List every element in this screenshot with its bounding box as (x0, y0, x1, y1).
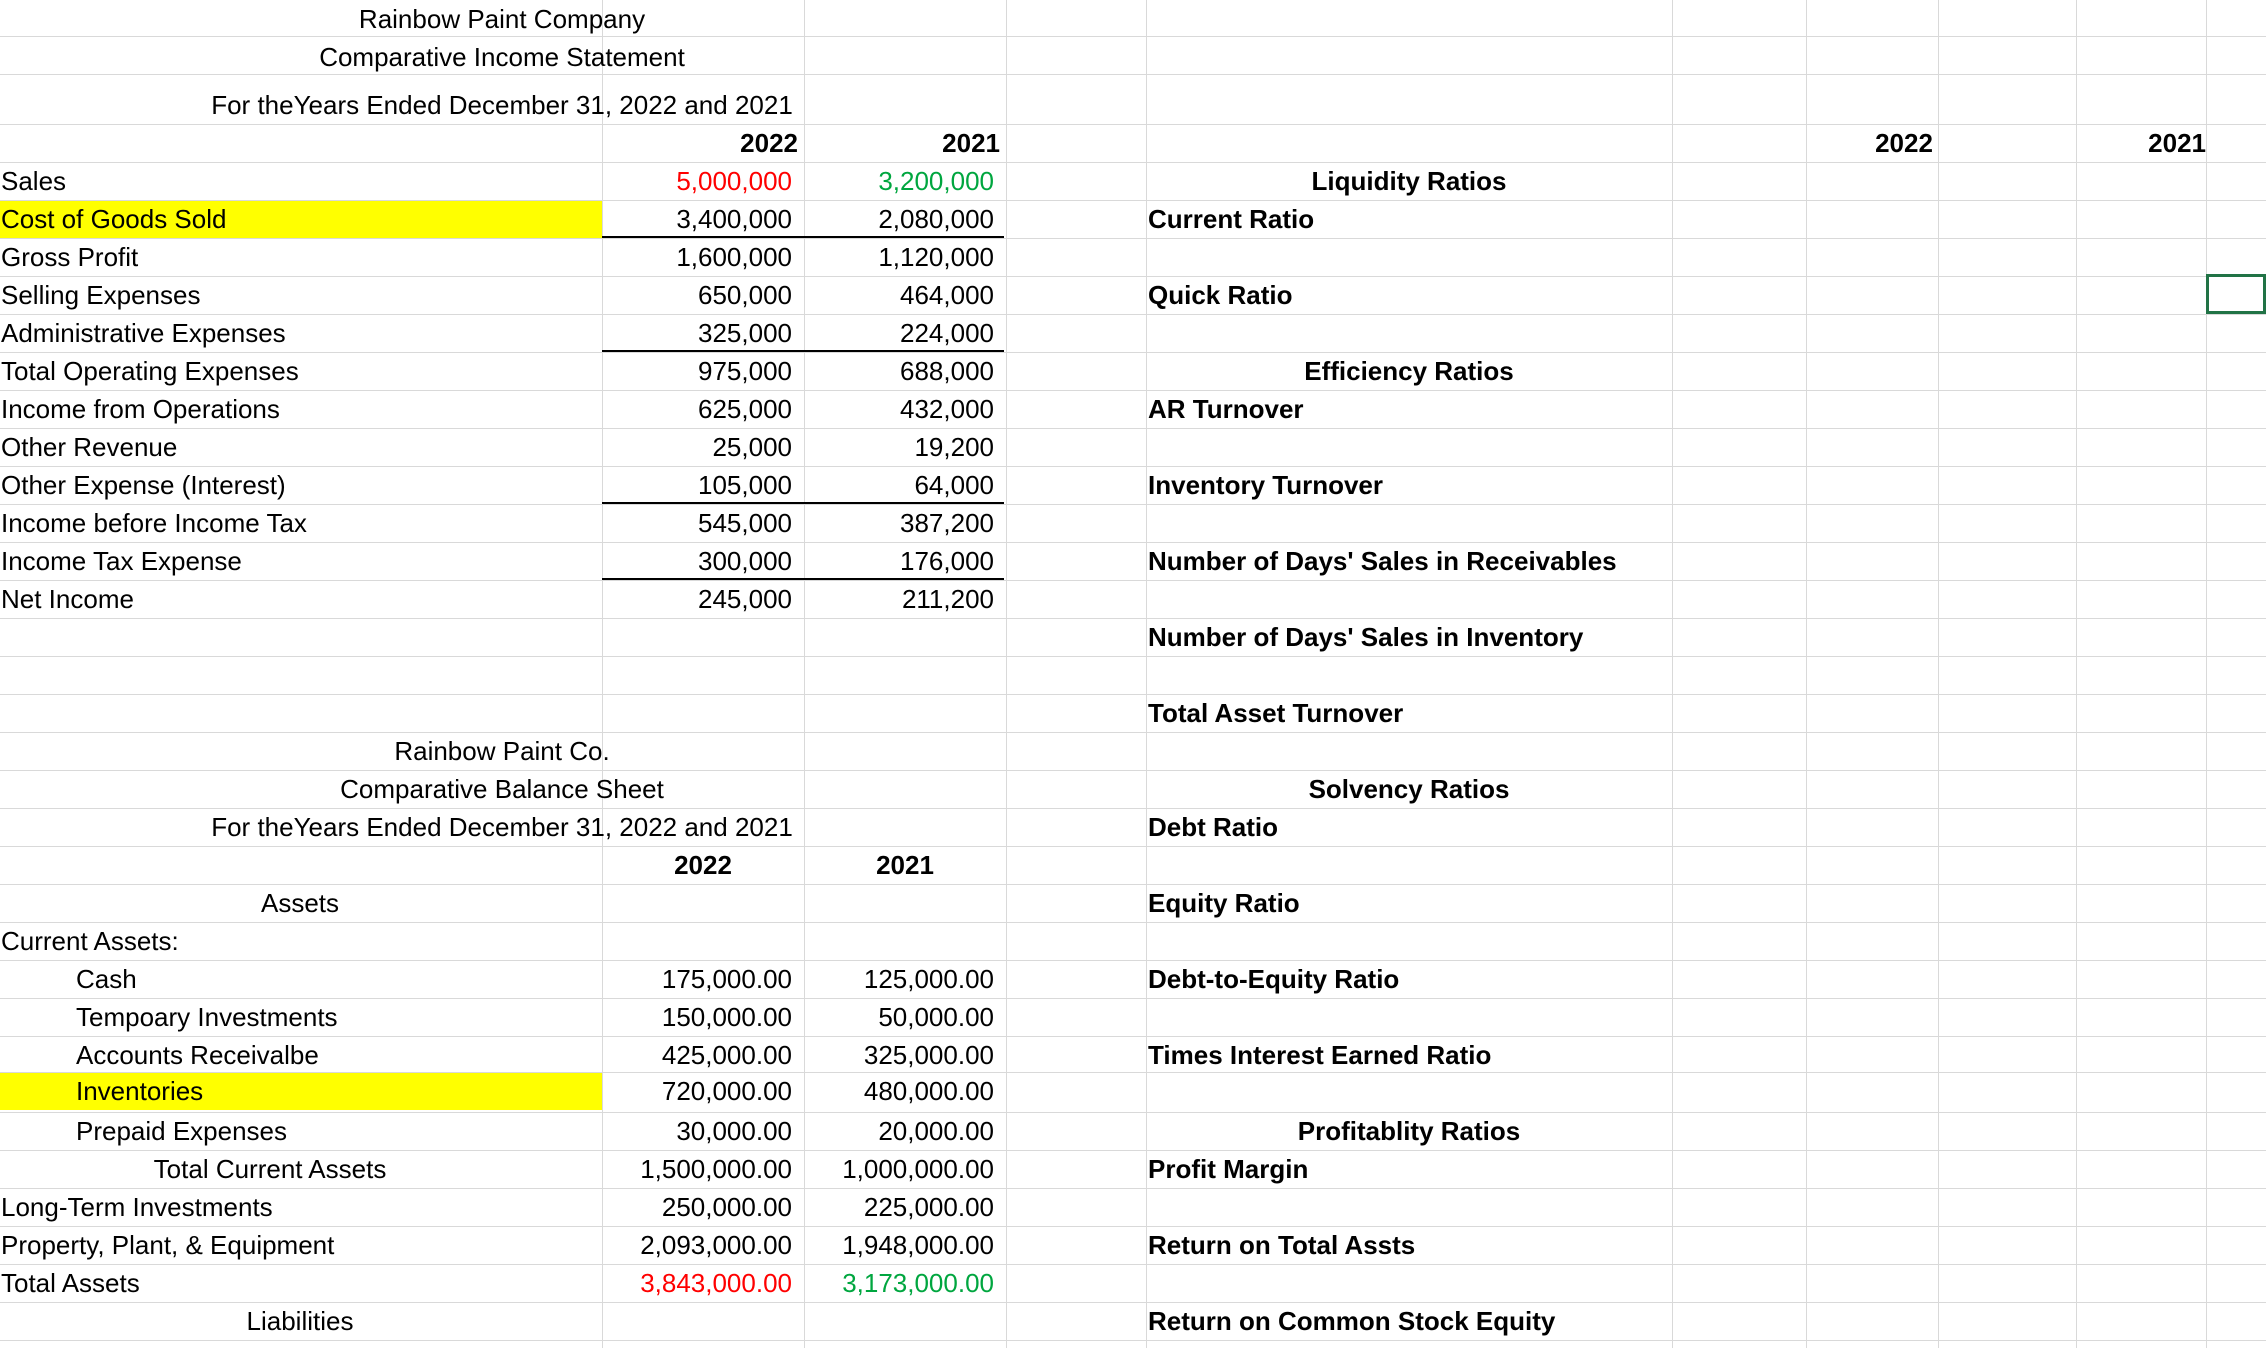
income-row-label: Other Revenue (1, 432, 178, 462)
row-gridline (0, 618, 2266, 619)
income-row-label: Net Income (1, 584, 134, 614)
balance-row-label: Accounts Receivalbe (76, 1040, 319, 1070)
income-row-2022: 5,000,000 (676, 166, 792, 196)
income-row-2022: 975,000 (698, 356, 792, 386)
balance-row-2021: 225,000.00 (863, 1192, 994, 1222)
days-inventory-label: Number of Days' Sales in Inventory (1148, 622, 1584, 652)
balance-row-label: Cash (76, 964, 137, 994)
income-title: Comparative Income Statement (319, 42, 685, 72)
income-row-label: Income Tax Expense (1, 546, 242, 576)
income-row-2021: 688,000 (900, 356, 994, 386)
profit-margin-label: Profit Margin (1148, 1154, 1309, 1184)
column-gridline (1006, 0, 1007, 1348)
liabilities-heading: Liabilities (246, 1306, 354, 1336)
profitability-ratios-heading: Profitablity Ratios (1297, 1116, 1521, 1146)
column-gridline (1806, 0, 1807, 1348)
column-gridline (1672, 0, 1673, 1348)
income-row-2021: 19,200 (914, 432, 994, 462)
income-row-2021: 2,080,000 (878, 204, 994, 234)
equity-ratio-label: Equity Ratio (1148, 888, 1300, 918)
income-row-2021: 211,200 (901, 584, 994, 614)
income-row-label: Gross Profit (1, 242, 139, 272)
balance-row-2022: 1,500,000.00 (640, 1154, 792, 1184)
balance-row-label: Property, Plant, & Equipment (1, 1230, 335, 1260)
row-gridline (0, 846, 2266, 847)
balance-period: For theYears Ended December 31, 2022 and 2021 (211, 812, 793, 842)
debt-to-equity-label: Debt-to-Equity Ratio (1148, 964, 1400, 994)
liquidity-ratios-heading: Liquidity Ratios (1311, 166, 1507, 196)
ratio-year-2022: 2022 (1875, 128, 1933, 158)
income-row-2022: 545,000 (698, 508, 792, 538)
balance-row-2022: 175,000.00 (661, 964, 792, 994)
balance-row-2021: 3,173,000.00 (842, 1268, 994, 1298)
current-assets-heading: Current Assets: (1, 926, 179, 956)
balance-row-2022: 720,000.00 (661, 1076, 792, 1106)
balance-row-2021: 20,000.00 (878, 1116, 994, 1146)
efficiency-ratios-heading: Efficiency Ratios (1304, 356, 1514, 386)
income-row-label: Total Operating Expenses (1, 356, 299, 386)
income-row-2021: 176,000 (900, 546, 994, 576)
assets-heading: Assets (260, 888, 340, 918)
balance-row-2022: 425,000.00 (661, 1040, 792, 1070)
income-row-2021: 3,200,000 (878, 166, 994, 196)
balance-row-2022: 150,000.00 (661, 1002, 792, 1032)
ar-turnover-label: AR Turnover (1148, 394, 1304, 424)
solvency-ratios-heading: Solvency Ratios (1308, 774, 1510, 804)
income-company: Rainbow Paint Company (358, 4, 646, 34)
income-row-2021: 64,000 (914, 470, 994, 500)
income-row-2021: 432,000 (900, 394, 994, 424)
balance-row-label: Total Assets (1, 1268, 140, 1298)
balance-row-2021: 1,948,000.00 (842, 1230, 994, 1260)
balance-company: Rainbow Paint Co. (394, 736, 610, 766)
active-cell-selection[interactable] (2206, 274, 2266, 314)
income-row-2021: 464,000 (900, 280, 994, 310)
balance-row-2022: 3,843,000.00 (640, 1268, 792, 1298)
income-row-2022: 25,000 (712, 432, 792, 462)
quick-ratio-label: Quick Ratio (1148, 280, 1293, 310)
balance-row-label: Tempoary Investments (76, 1002, 338, 1032)
income-row-label: Income from Operations (1, 394, 280, 424)
balance-year-2021: 2021 (876, 850, 934, 880)
inventory-turnover-label: Inventory Turnover (1148, 470, 1384, 500)
income-row-2021: 387,200 (900, 508, 994, 538)
return-total-assets-label: Return on Total Assts (1148, 1230, 1416, 1260)
income-row-2022: 1,600,000 (676, 242, 792, 272)
income-row-2022: 625,000 (698, 394, 792, 424)
ratio-year-2021: 2021 (2148, 128, 2206, 158)
balance-row-2021: 480,000.00 (863, 1076, 994, 1106)
column-gridline (2076, 0, 2077, 1348)
column-gridline (2206, 0, 2207, 1348)
income-period: For theYears Ended December 31, 2022 and 2021 (211, 90, 793, 120)
income-year-2022: 2022 (740, 128, 798, 158)
income-row-2021: 224,000 (900, 318, 994, 348)
income-row-label: Selling Expenses (1, 280, 201, 310)
row-gridline (0, 694, 2266, 695)
row-gridline (0, 1340, 2266, 1341)
debt-ratio-label: Debt Ratio (1148, 812, 1278, 842)
balance-row-2022: 250,000.00 (661, 1192, 792, 1222)
income-row-2022: 105,000 (698, 470, 792, 500)
balance-year-2022: 2022 (674, 850, 732, 880)
income-row-label: Sales (1, 166, 67, 196)
balance-row-2022: 2,093,000.00 (640, 1230, 792, 1260)
income-row-label: Income before Income Tax (1, 508, 307, 538)
balance-row-label: Inventories (76, 1076, 204, 1106)
income-row-2022: 3,400,000 (676, 204, 792, 234)
income-row-label: Cost of Goods Sold (1, 204, 227, 234)
income-row-2022: 325,000 (698, 318, 792, 348)
balance-row-2021: 50,000.00 (878, 1002, 994, 1032)
income-row-label: Administrative Expenses (1, 318, 286, 348)
balance-row-2022: 30,000.00 (676, 1116, 792, 1146)
income-row-2022: 245,000 (698, 584, 792, 614)
income-row-label: Other Expense (Interest) (1, 470, 286, 500)
column-gridline (1938, 0, 1939, 1348)
balance-row-2021: 125,000.00 (863, 964, 994, 994)
income-row-2022: 650,000 (698, 280, 792, 310)
return-common-equity-label: Return on Common Stock Equity (1148, 1306, 1556, 1336)
balance-title: Comparative Balance Sheet (340, 774, 664, 804)
times-interest-earned-label: Times Interest Earned Ratio (1148, 1040, 1492, 1070)
total-asset-turnover-label: Total Asset Turnover (1148, 698, 1404, 728)
days-receivables-label: Number of Days' Sales in Receivables (1148, 546, 1617, 576)
current-ratio-label: Current Ratio (1148, 204, 1315, 234)
balance-row-label: Long-Term Investments (1, 1192, 273, 1222)
row-gridline (0, 656, 2266, 657)
balance-row-label: Total Current Assets (153, 1154, 387, 1184)
balance-row-2021: 325,000.00 (863, 1040, 994, 1070)
income-row-2021: 1,120,000 (878, 242, 994, 272)
income-year-2021: 2021 (942, 128, 1000, 158)
income-row-2022: 300,000 (698, 546, 792, 576)
balance-row-label: Prepaid Expenses (76, 1116, 288, 1146)
balance-row-2021: 1,000,000.00 (842, 1154, 994, 1184)
